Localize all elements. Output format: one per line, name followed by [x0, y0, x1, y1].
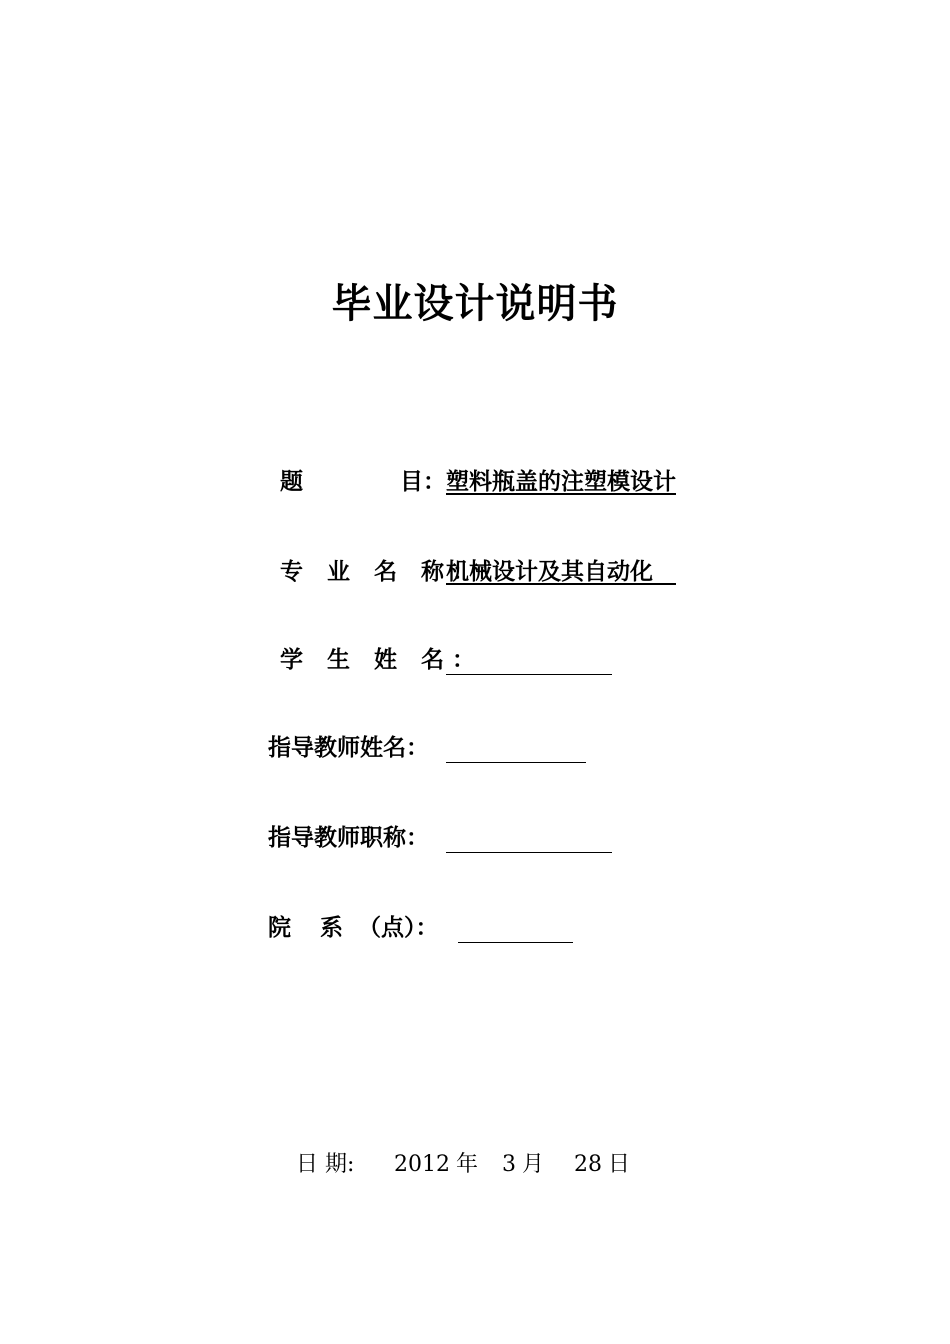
date-month-unit: 月 — [522, 1152, 545, 1177]
date-month: 3 — [502, 1152, 517, 1177]
field-major — [268, 556, 676, 588]
date-day: 28 — [574, 1152, 603, 1177]
field-student-name — [268, 644, 612, 676]
field-student-name-blank[interactable] — [446, 644, 612, 675]
field-major-label: 专 业 名 称： — [280, 559, 484, 585]
field-advisor-title — [268, 822, 612, 854]
field-advisor-name-blank[interactable] — [446, 732, 586, 763]
date-label: 日 期: — [296, 1152, 355, 1177]
field-topic-value: 塑料瓶盖的注塑模设计 — [446, 469, 676, 495]
field-advisor-title-label: 指导教师职称： — [268, 825, 429, 851]
document-title: 毕业设计说明书 — [331, 281, 619, 327]
field-major-value: 机械设计及其自动化 — [446, 559, 676, 585]
date-year: 2012 — [394, 1152, 450, 1177]
field-advisor-name-label: 指导教师姓名： — [268, 735, 429, 761]
field-student-name-label: 学 生 姓 名： — [280, 647, 484, 673]
field-department-blank[interactable] — [458, 912, 573, 943]
field-topic-label: 题 目： — [280, 469, 446, 495]
field-topic — [268, 466, 676, 498]
date-day-unit: 日 — [608, 1152, 631, 1177]
date-line — [296, 1150, 630, 1180]
field-advisor-name — [268, 732, 586, 764]
field-department — [268, 912, 573, 944]
field-department-label: 院 系 （点）： — [268, 915, 439, 941]
field-advisor-title-blank[interactable] — [446, 822, 612, 853]
date-year-unit: 年 — [456, 1152, 479, 1177]
